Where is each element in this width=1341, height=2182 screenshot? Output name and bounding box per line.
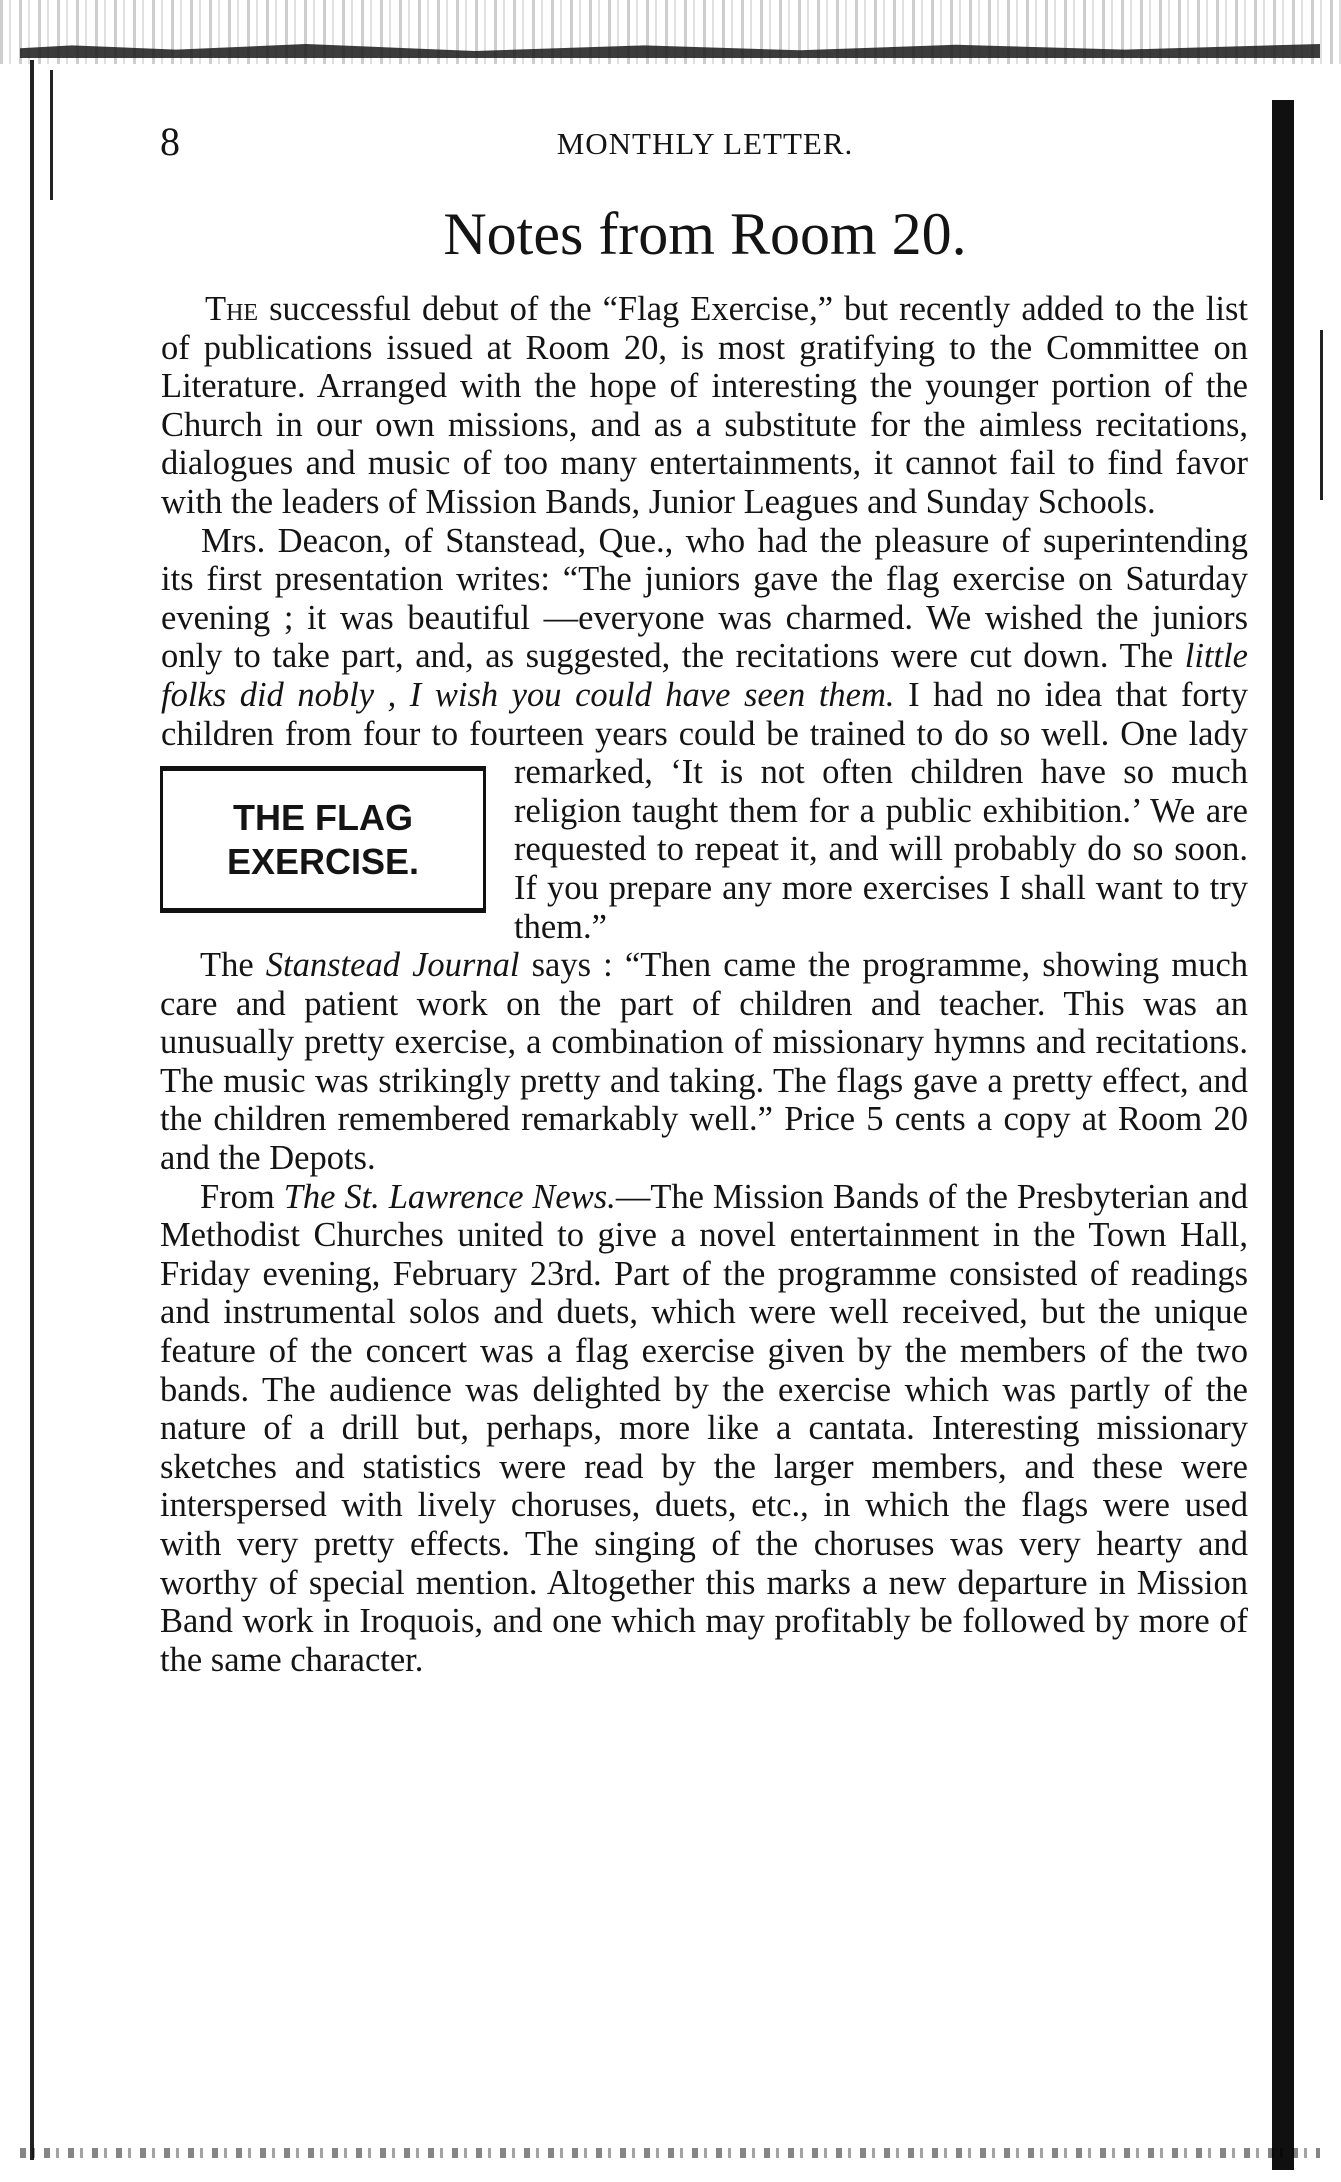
flag-exercise-box [160,766,486,913]
box-line-2: EXERCISE. [226,840,420,882]
paragraph-3-start: The [200,946,266,985]
paragraph-3-text: says : “Then came the programme, showing much care and patient work on the part of children and teacher. This was an unusually pretty exercise, a combination of missionary hymns and recitations. The music was strikingly pretty and taking. The flags gave a pretty effect, and the children remembered remarkably well.” Price 5 cents a copy at Room 20 and the Depots. [160,946,1249,1178]
box-line-1: THE FLAG [233,796,413,838]
left-page-edge [30,60,34,2160]
article-title: Notes from Room 20. [443,201,967,267]
paragraph-4-start: From [200,1177,284,1216]
page-number: 8 [160,119,180,164]
paragraph-4-text: —The Mission Bands of the Presbyterian and Methodist Churches united to give a novel entertainment in the Town Hall, Friday evening, February 23rd. Part of the programme consisted of readings and instrumental solos and duets, which were well received, but the unique feature of the concert was a flag exercise given by the members of the two bands. The audience was delighted by the exercise which was partly of the nature of a drill but, perhaps, more like a cantata. Interesting missionary sketches and statistics were read by the larger members, and these were interspersed with lively choruses, duets, etc., in which the flags were used with very pretty effects. The singing of the choruses was very hearty and worthy of special mention. Altogether this marks a new departure in Mission Band work in Iroquois, and one which may profitably be followed by more of the same character. [160,1177,1249,1679]
paragraph-2-italic: little folks did nobly , I wish you could have seen them. [161,637,1248,714]
paragraph-1-text: successful debut of the “Flag Exercise,” but recently added to the list of publications issued at Room 20, is most gratifying to the Committee on Literature. Arranged with the hope of interesting the younger portion of the Church in our own missions, and as a substitute for the aimless recitations, dialogues and music of too many entertainments, it cannot fail to find favor with the leaders of Mission Bands, Junior Leagues and Sunday Schools. [161,290,1248,521]
paragraph-2-text-a: Mrs. Deacon, of Stanstead, Que., who had the pleasure of superintending its first presentation writes: “The juniors gave the flag exercise on Saturday evening ; it was beautiful —everyone was charmed. We wished the juniors only to take part, and, as suggested, the recitations were cut down. The [161,521,1248,676]
right-margin-mark [1320,330,1323,500]
article-body [160,290,1248,1679]
paragraph-3-italic: Stanstead Journal [265,946,520,985]
page-header [160,118,1250,168]
right-page-edge [1272,100,1294,2170]
paragraph-4-italic: The St. Lawrence News. [283,1177,616,1216]
running-head: MONTHLY LETTER. [556,126,854,161]
left-page-edge-mark [50,70,53,200]
paragraph-4 [160,1178,1248,1680]
paragraph-1 [160,290,1248,522]
scan-bottom-noise [20,2148,1320,2158]
paragraph-2-text-b: I had no idea that forty children from four to fourteen years could be trained to do so well. One lady remarked, ‘It is not often children have so much religion taught them for a public exhibition.’ We are requested to repeat it, and will probably do so soon. If you prepare any more exercises I shall want to try them.” [161,675,1248,946]
paragraph-1-lead: The [205,290,259,328]
paragraph-3 [160,946,1248,1178]
